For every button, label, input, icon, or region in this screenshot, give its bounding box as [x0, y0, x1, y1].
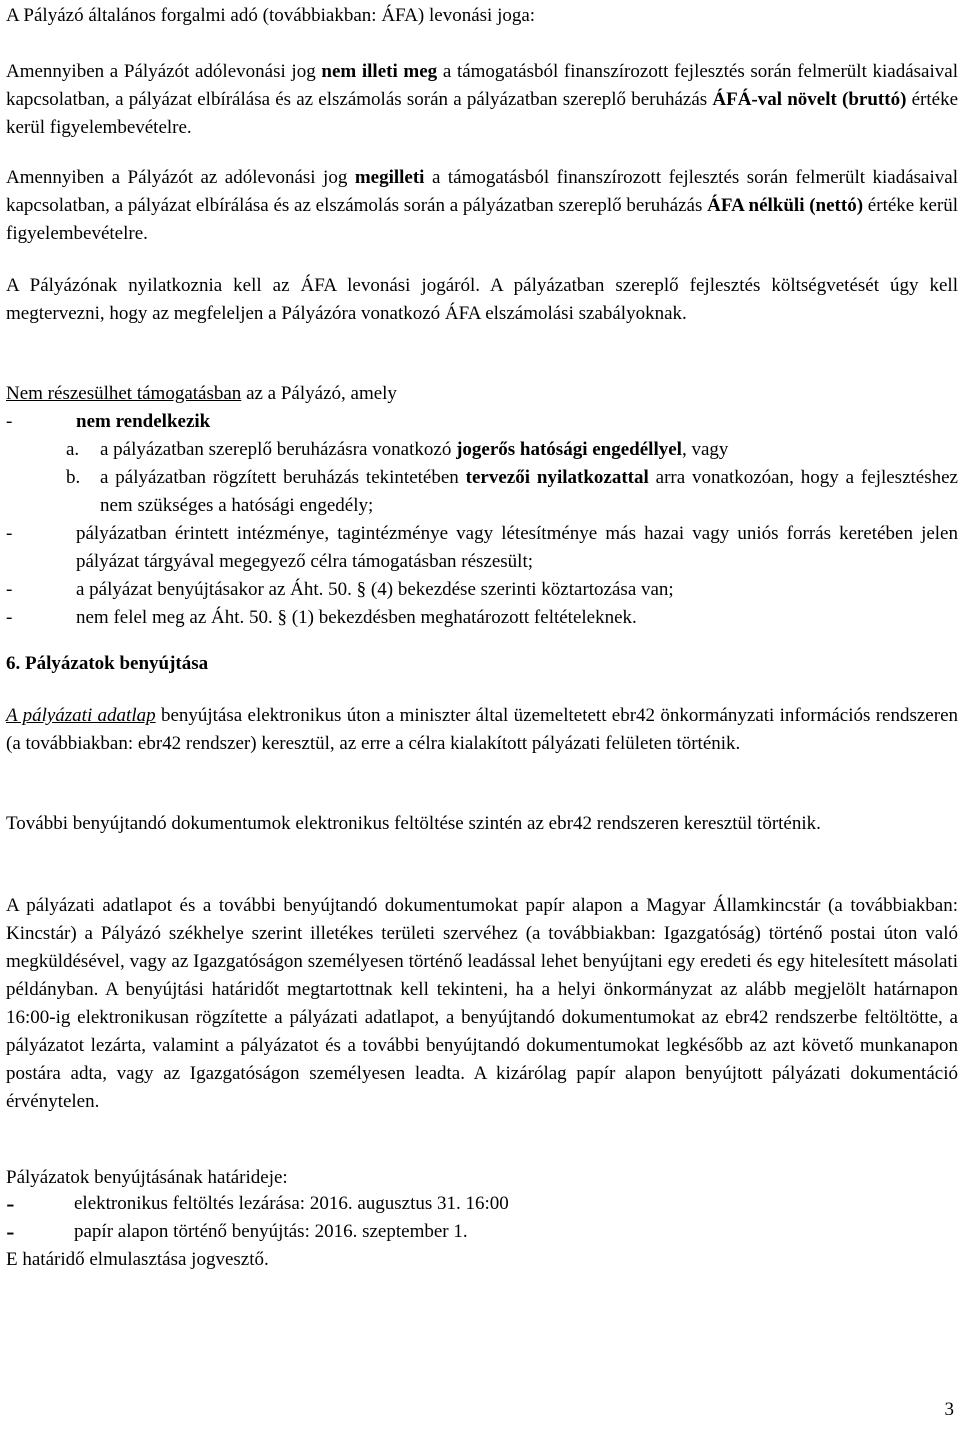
deadline-electronic: elektronikus feltöltés lezárása: 2016. augusztus 31. 16:00: [74, 1193, 509, 1214]
sub-list-marker: b.: [66, 467, 81, 488]
bold-text: nem illeti meg: [321, 61, 438, 82]
text: a támogatásból finanszírozott fejlesztés során felmerült kiadásaival kapcsolatban, a pályázat elbírálása és az elszámolás során a pályázatban szereplő beruházás: [6, 61, 958, 110]
paragraph-exclusion-intro: [6, 380, 958, 408]
text: , vagy: [681, 439, 729, 460]
list-item: [6, 576, 958, 604]
list-item-text: nem rendelkezik: [76, 411, 211, 432]
text: Amennyiben a Pályázót az adólevonási jog: [6, 167, 355, 188]
list-item-text: pályázatban érintett intézménye, tagintézménye vagy létesítménye más hazai vagy uniós forrás keretében jelen pályázat tárgyával megegyező célra támogatásban részesült;: [76, 523, 958, 572]
text: értéke kerül figyelembevételre.: [6, 195, 959, 244]
text: arra vonatkozóan, hogy a fejlesztéshez nem szükséges a hatósági engedély;: [100, 467, 958, 516]
bold-text: tervezői nyilatkozattal: [465, 467, 649, 488]
text: a támogatásból finanszírozott fejlesztés során felmerült kiadásaival kapcsolatban, a pályázat elbírálása és az elszámolás során a pályázatban szereplő beruházás: [6, 167, 958, 216]
paragraph-forfeiture: E határidő elmulasztása jogvesztő.: [6, 1249, 269, 1270]
sub-list-marker: a.: [66, 439, 80, 460]
text: az a Pályázó, amely: [241, 383, 397, 404]
deadline-list: [6, 1190, 958, 1246]
deadline-heading: Pályázatok benyújtásának határideje:: [6, 1167, 288, 1188]
text: a pályázatban rögzített beruházás tekintetében: [100, 467, 466, 488]
list-item-text: nem felel meg az Áht. 50. § (1) bekezdésben meghatározott feltételeknek.: [76, 607, 637, 628]
dash-bullet: -: [6, 523, 13, 544]
deadline-paper: papír alapon történő benyújtás: 2016. szeptember 1.: [74, 1221, 468, 1242]
underlined-text: Nem részesülhet támogatásban: [6, 383, 242, 404]
paragraph-upload: További benyújtandó dokumentumok elektronikus feltöltése szintén az ebr42 rendszeren keresztül történik.: [6, 813, 821, 834]
list-item: [6, 408, 958, 436]
sub-list-text: [100, 464, 958, 520]
vat-heading-line: A Pályázó általános forgalmi adó (továbbiakban: ÁFA) levonási joga:: [6, 5, 536, 26]
bold-text: ÁFÁ-val növelt (bruttó): [712, 89, 907, 110]
dash-bullet: -: [6, 607, 13, 628]
text: értéke kerül figyelembevételre.: [6, 89, 959, 138]
paragraph-gross-vat: [6, 58, 958, 142]
dash-bullet: -: [6, 1190, 15, 1218]
bold-text: ÁFA nélküli (nettó): [707, 195, 864, 216]
dash-bullet: -: [6, 1218, 15, 1246]
list-item: [6, 520, 958, 576]
page-number: 3: [944, 1399, 954, 1420]
list-item-text: a pályázat benyújtásakor az Áht. 50. § (4) bekezdése szerinti köztartozása van;: [76, 579, 674, 600]
paragraph-paper-submission: A pályázati adatlapot és a további benyújtandó dokumentumokat papír alapon a Magyar Államkincstár (a továbbiakban: Kincstár) a Pályázó székhelye szerint illetékes területi szervéhez (a továbbiakban: Igazgatóság) történő postai úton való megküldésével, vagy az Igazgatóságon személyesen történő leadással lehet benyújtani egy eredeti és egy hitelesített másolati példányban. A benyújtási határidőt megtartottnak kell tekinteni, ha a helyi önkormányzat az alább megjelölt határnapon 16:00-ig elektronikusan rögzítette a pályázati adatlapot, a benyújtandó dokumentumokat az ebr42 rendszerbe feltöltötte, a pályázatot lezárta, valamint a pályázatot és a további benyújtandó dokumentumokat legkésőbb az azt követő munkanapon postára adta, vagy az Igazgatóságon személyesen leadta. A kizárólag papír alapon benyújtott pályázati dokumentáció érvénytelen.: [6, 895, 958, 1112]
paragraph-submission: [6, 702, 958, 758]
list-item: [6, 1190, 958, 1218]
sub-list-item: [6, 464, 958, 520]
italic-underlined-text: A pályázati adatlap: [6, 705, 156, 726]
bold-text: jogerős hatósági engedéllyel: [456, 439, 682, 460]
section-heading: 6. Pályázatok benyújtása: [6, 653, 209, 674]
bold-text: megilleti: [354, 167, 425, 188]
text: Amennyiben a Pályázót adólevonási jog: [6, 61, 322, 82]
text: a pályázatban szereplő beruházásra vonatkozó: [100, 439, 457, 460]
dash-bullet: -: [6, 579, 13, 600]
paragraph-net-vat: [6, 164, 958, 248]
exclusion-list: [6, 408, 958, 632]
list-item: [6, 1218, 958, 1246]
list-item: [6, 604, 958, 632]
dash-bullet: -: [6, 411, 13, 432]
sub-list-item: [6, 436, 958, 464]
text: benyújtása elektronikus úton a miniszter által üzemeltetett ebr42 önkormányzati információs rendszeren (a továbbiakban: ebr42 rendszer) keresztül, az erre a célra kialakított pályázati felületen történik.: [6, 705, 959, 754]
sub-list-text: [100, 436, 958, 464]
paragraph-vat-declaration: A Pályázónak nyilatkoznia kell az ÁFA levonási jogáról. A pályázatban szereplő fejlesztés költségvetését úgy kell megtervezni, hogy az megfeleljen a Pályázóra vonatkozó ÁFA elszámolási szabályoknak.: [6, 275, 958, 324]
